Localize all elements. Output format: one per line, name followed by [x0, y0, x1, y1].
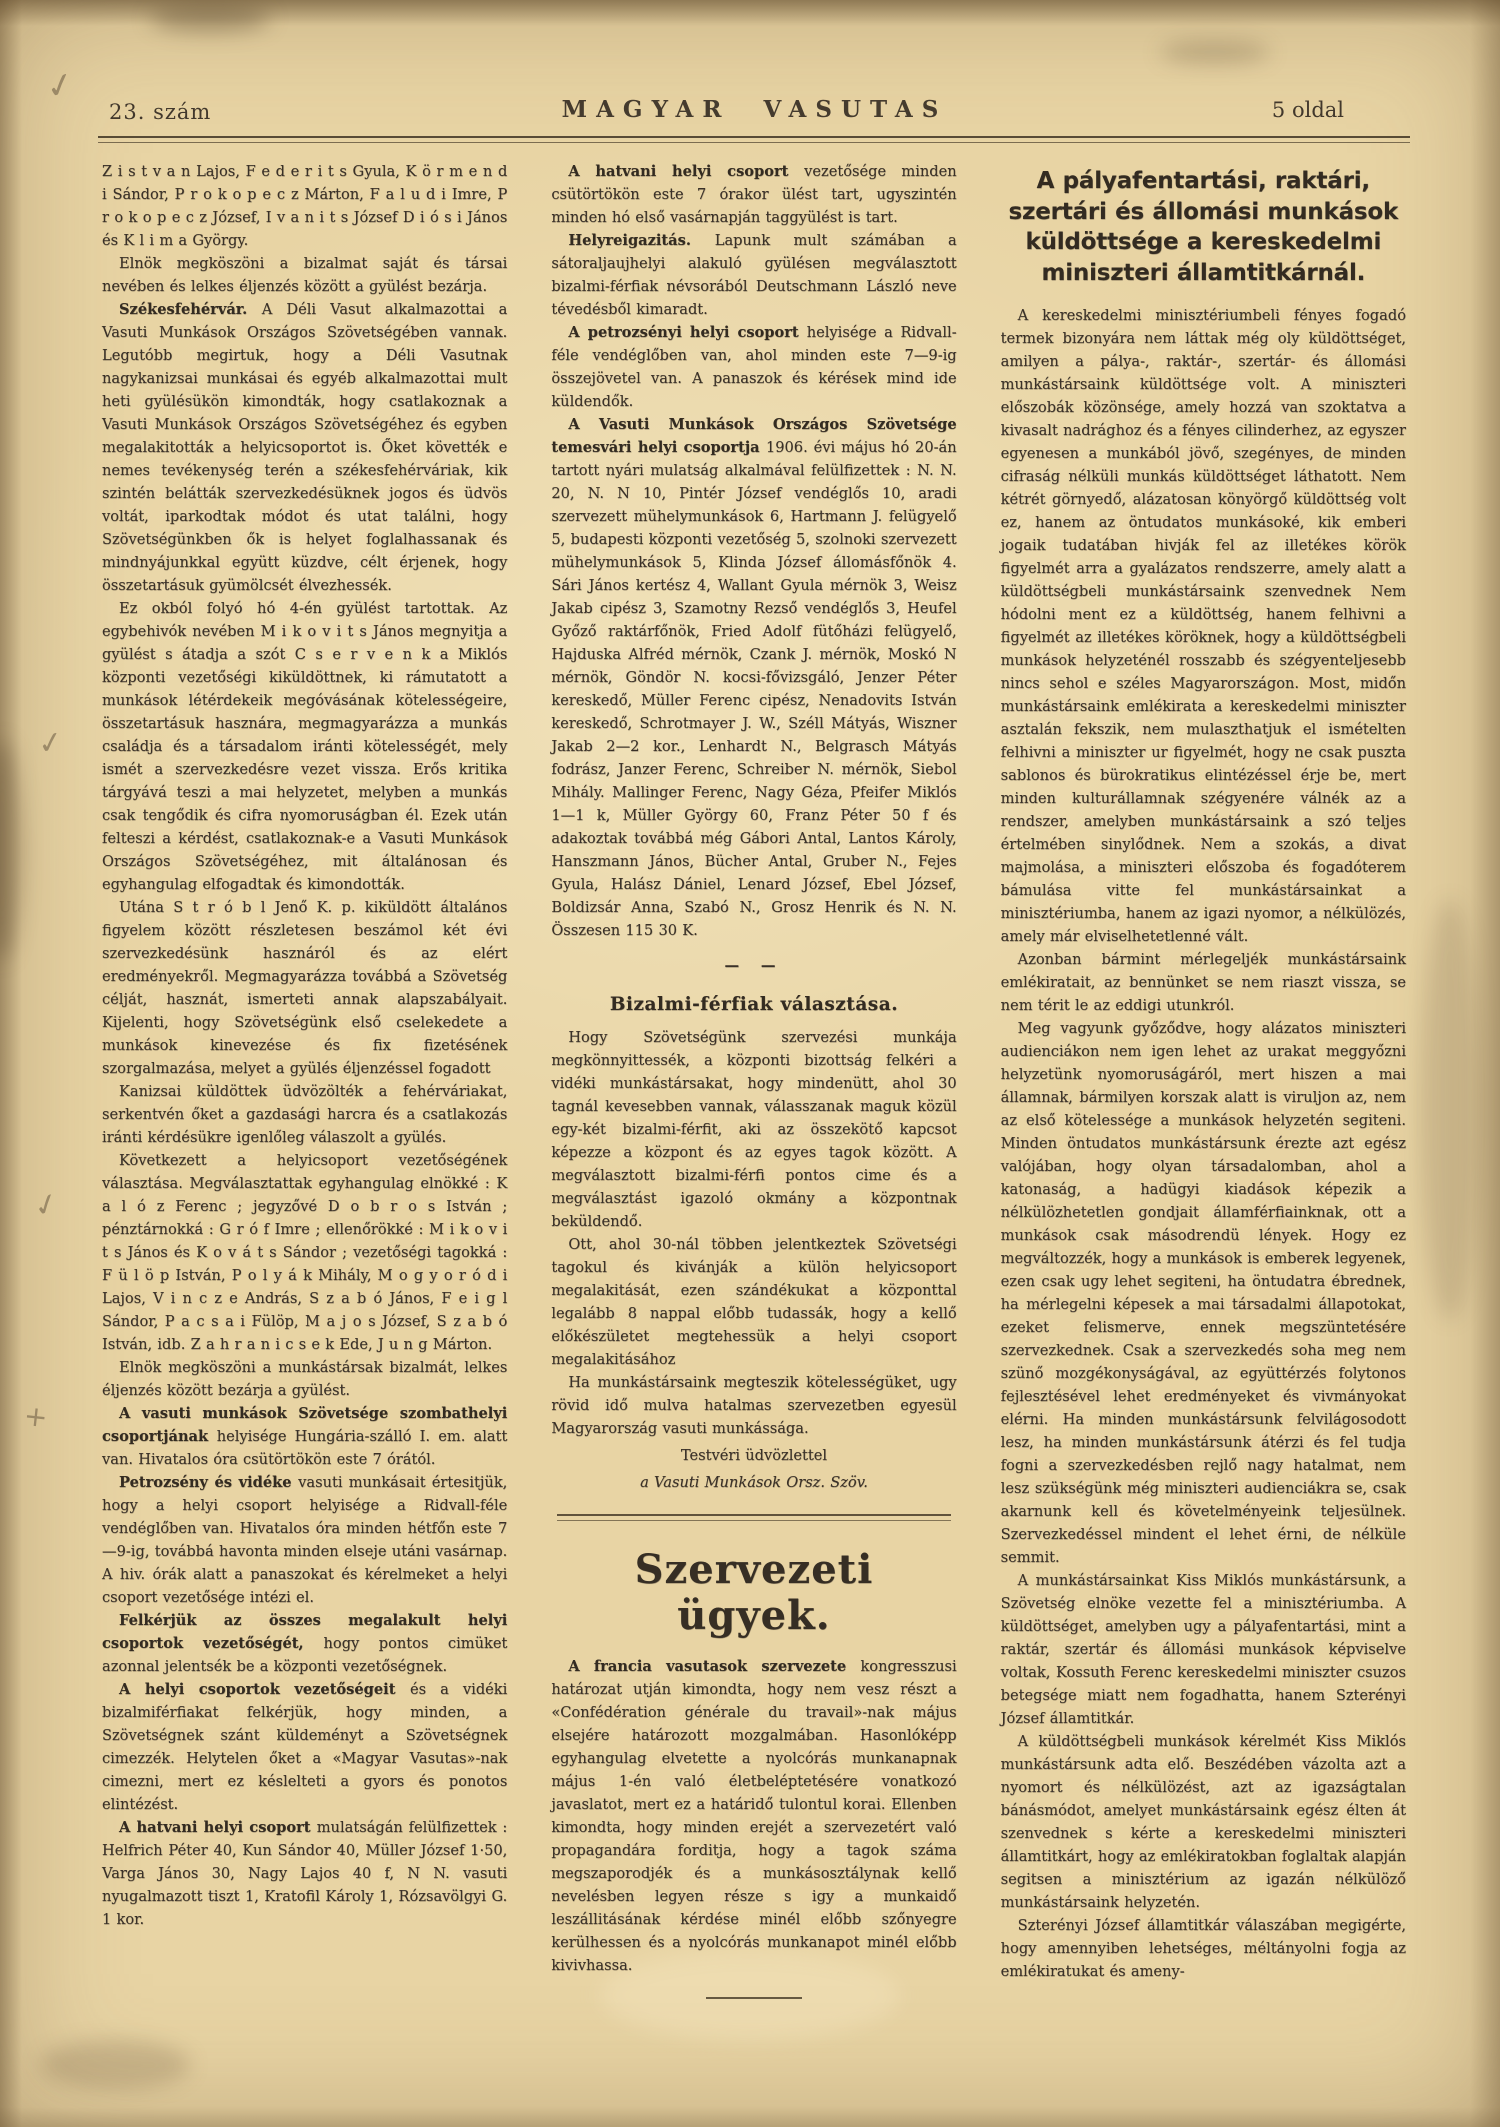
paragraph: Elnök megköszöni a bizalmat saját és társai nevében és lelkes éljenzés között a gyülést bezárja. — [102, 255, 508, 295]
paragraph-lead: Petrozsény és vidéke — [119, 1474, 299, 1491]
paragraph: Elnök megköszöni a munkástársak bizalmát, lelkes éljenzés között bezárja a gyülést. — [102, 1359, 508, 1399]
paragraph: Utána S t r ó b l Jenő K. p. kiküldött általános figyelem között részletesen beszámol két évi szervezkedésünk hasznáról és az elért eredményekről. Megmagyarázza továbbá a Szövetség célját, hasznát, ismerteti annak alapszabályait. Kijelenti, hogy Szövetségünk első cselekedete a munkások kinevezése és fix fizetésének szorgalmazása, melyet a gyülés éljenzéssel fogadott — [102, 899, 508, 1077]
paragraph-lead: A vasuti munkások Szövetsége szombathelyi csoportjának — [102, 1405, 508, 1445]
paragraph: Ha munkástársaink megteszik kötelességüket, ugy rövid idő mulva hatalmas szervezetben egyesül Magyarország vasuti munkássága. — [551, 1374, 957, 1437]
article-columns — [102, 160, 1406, 2067]
paper-stain — [150, 6, 270, 32]
page-header — [105, 94, 1404, 128]
paragraph: A Vasuti Munkások Országos Szövetsége temesvári helyi csoportja 1906. évi május hó 20-án tartott nyári mulatság alkalmával felülfizettek : N. N. 20, N. N 10, Pintér József vendéglős 10, aradi szervezett mühelymunkások 6, Hartmann J. felügyelő 5, budapesti központi vezetőség 5, szolnoki szervezett mühelymunkások 5, Klinda József állomásfőnök 4. Sári János kertész 4, Wallant Gyula mérnök 3, Weisz Jakab cipész 3, Szamotny Rezső vendéglős 3, Heufel Győző raktárfőnök, Fried Adolf fütőházi felügyelő, Hajduska Alfréd mérnök, Czank J. mérnök, Moskó N mérnök, Göndör N. kocsi-fővizsgáló, Jenzer Péter kereskedő, Müller Ferenc cipész, Nenadovits István kereskedő, Schrotmayer J. W., Széll Mátyás, Wiszner Jakab 2—2 kor., Lenhardt N., Belgrasch Mátyás fodrász, Janzer Ferenc, Schreiber N. mérnök, Siebol Mihály. Mallinger Ferenc, Nagy Géza, Pfeifer Miklós 1—1 k, Müller György 60, Franz Péter 50 f és adakoztak továbbá még Gábori Antal, Lantos Károly, Hanszmann János, Bücher Antal, Gruber N., Fejes Gyula, Halász Dániel, Lenard József, Ebel József, Boldizsár Anna, Szabó N., Grosz Henrik és N. N. Összesen 115 30 K. — [551, 416, 957, 939]
paragraph: Meg vagyunk győződve, hogy alázatos miniszteri audienciákon nem igen lehet az urakat meggyőzni helyzetünk nyomoruságáról, mert hiszen a mai államnak, bármilyen korszak alatt is viruljon az, nem az első kötelessége a munkások helyzetén segiteni. Minden öntudatos munkástársunk érezte azt egész valójában, hogy olyan társadalomban, ahol a katonaság, a hadügyi kiadások képezik a nélkülözhetetlen gondjait államférfiainknak, ott a munkások csak másodrendü lények. Hogy ez megváltozzék, hogy a munkások is emberek legyenek, ezen csak ugy lehet segiteni, ha öntudatra ébrednek, ha mérlegelni képesek a mai társadalmi állapotokat, ezeket felismerve, ennek megszüntetésére szervezkednek. Csak a szervezkedés soha meg nem szünő mozgékonyságával, az együttérzés folytonos fejlesztésével lehet eredményeket és vivmányokat elérni. Ha minden munkástársunk felvilágosodott lesz, ha minden munkástársunk átérzi és fel tudja fogni a szervezkedésben rejlő nagy hatalmat, nem lesz szükségünk még miniszteri audienciákra se, csak akarnunk kell és követelményeink teljesülnek. Szervezkedéssel mindent el lehet érni, de nélküle semmit. — [1000, 1020, 1406, 1566]
paragraph: Szterényi József államtitkár válaszában megigérte, hogy amennyiben lehetséges, méltányolni fogja az emlékiratukat és ameny- — [1000, 1917, 1406, 1980]
header-rule — [98, 136, 1410, 143]
paragraph: A küldöttségbeli munkások kérelmét Kiss Miklós munkástársunk adta elő. Beszédében vázolta azt a nyomort és nélkülözést, azt az igazságtalan bánásmódot, amelyet munkástársaink egész élten át szenvednek s kérte a kereskedelmi miniszteri államtitkárt, hogy az emlékiratokban foglaltak alapján segitsen a minisztérium az igazán nélkülöző munkástársaink helyzetén. — [1000, 1733, 1406, 1911]
paragraph: A vasuti munkások Szövetsége szombathelyi csoportjának helyisége Hungária-szálló I. em. alatt van. Hivatalos óra csütörtökön este 7 órától. — [102, 1405, 508, 1468]
paragraph-lead: A helyi csoportok vezetőségeit — [119, 1681, 410, 1698]
paragraph: Kanizsai küldöttek üdvözölték a fehérváriakat, serkentvén őket a gazdasági harcra és a csatlakozás iránti kérdésükre igenlőleg válaszolt a gyülés. — [102, 1083, 508, 1146]
paragraph: A hatvani helyi csoport vezetősége minden csütörtökön este 7 órakor ülést tart, ugyszintén minden hó első vasárnapján taggyülést is tart. — [551, 163, 957, 226]
masthead-title: MAGYAR VASUTAS — [561, 96, 948, 123]
pencil-mark: ✓ — [35, 724, 66, 763]
paragraph: Z i s t v a n Lajos, F e d e r i t s Gyula, K ö r m e n d i Sándor, P r o k o p e c z Márton, F a l u d i Imre, P r o k o p e c z József, I v a n i t s József D i ó s i János és K l i m a György. — [102, 163, 508, 249]
paragraph-lead: Helyreigazitás. — [568, 232, 715, 249]
paragraph: A hatvani helyi csoport mulatságán felülfizettek : Helfrich Péter 40, Kun Sándor 40, Müller József 1·50, Varga János 30, Nagy Lajos 40 f, N N. vasuti nyugalmazott tiszt 1, Kratofil Károly 1, Rózsavölgyi G. 1 kor. — [102, 1819, 508, 1928]
paragraph: Felkérjük az összes megalakult helyi csoportok vezetőségét, hogy pontos cimüket azonnal jelentsék be a központi vezetőségnek. — [102, 1612, 508, 1675]
paper-stain — [1160, 40, 1270, 64]
paragraph: Következett a helyicsoport vezetőségének választása. Megválasztattak egyhangulag elnökké : K a l ó z Ferenc ; jegyzővé D o b r o s István ; pénztárnokká : G r ó f Imre ; ellenőrökké : M i k o v i t s János és K o v á t s Sándor ; vezetőségi tagokká : F ü l ö p István, P o l y á k Mihály, M o g y o r ó d i Lajos, V i n c z e András, S z a b ó János, F e i g l Sándor, P a c s a i Fülöp, M a j o s József, S z a b ó István, idb. Z a h r a n i c s e k Ede, J u n g Márton. — [102, 1152, 508, 1353]
paragraph: Petrozsény és vidéke vasuti munkásait értesitjük, hogy a helyi csoport helyisége a Ridvall-féle vendéglőben van. Hivatalos óra minden hétfőn este 7—9-ig, továbbá havonta minden elseje utáni vasárnap. A hiv. órák alatt a panaszokat és kérelmeket a helyi csoport vezetősége intézi el. — [102, 1474, 508, 1606]
paragraph-lead: A hatvani helyi csoport — [568, 163, 805, 180]
column-left — [102, 160, 507, 2067]
section-heading: Bizalmi-férfiak választása. — [609, 994, 899, 1015]
paragraph: Ez okból folyó hó 4-én gyülést tartottak. Az egybehivók nevében M i k o v i t s János megnyitja a gyülést s átadja a szót C s e r v e n k a Miklós központi vezetőségi kiküldöttnek, ki rámutatott a munkások létérdekeik megóvásának kötelességeire, összetartásuk hasznára, megmagyarázza a munkás családja és a társadalom iránti kötelességét, mely ismét a szervezkedésre vezet vissza. Erős kritika tárgyává teszi a mai helyzetet, melyben a munkás csak tengődik és cifra nyomoruságban él. Ezek után felteszi a kérdést, csatlakoznak-e a Vasuti Munkások Országos Szövetségéhez, mit általánosan és egyhangulag elfogadtak és kimondották. — [102, 600, 508, 893]
paragraph: Azonban bármint mérlegeljék munkástársaink emlékiratait, az bennünket se nem riaszt vissza, se nem térit le az eddigi utunkról. — [1000, 951, 1406, 1014]
paragraph: A petrozsényi helyi csoport helyisége a Ridvall-féle vendéglőben van, ahol minden este 7—9-ig összejövetel van. A panaszok és kérések mind ide küldendők. — [551, 324, 957, 410]
pencil-mark: ✓ — [29, 1184, 64, 1227]
paragraph-lead: A Vasuti Munkások Országos Szövetsége temesvári helyi csoportja — [551, 416, 957, 456]
pencil-mark: + — [22, 1398, 50, 1435]
paper-stain — [1420, 900, 1480, 1320]
paragraph: A munkástársainkat Kiss Miklós munkástársunk, a Szövetség elnöke vezette fel a minisztériumba. A küldöttséget, amelyben ugy a pályafentartási, mint a raktár, szertár és állomási munkások képviselve voltak, Kossuth Ferenc kereskedelmi miniszter csuzos betegsége miatt nem fogadhatta, hanem Szterényi József államtitkár. — [1000, 1572, 1406, 1727]
page-number: 5 oldal — [1271, 98, 1344, 122]
dash-divider: — — — [724, 957, 784, 974]
paragraph-lead: Felkérjük az összes megalakult helyi csoportok vezetőségét, — [102, 1612, 508, 1652]
pencil-mark: ✓ — [41, 63, 79, 109]
paragraph: Ott, ahol 30-nál többen jelentkeztek Szövetségi tagokul és kivánják a külön helyicsoport megalakitását, ezen szándékukat a központtal legalább 8 nappal előbb tudassák, hogy a kellő előkészületet megtehessük a helyi csoport megalakitásához — [551, 1236, 957, 1368]
signature-line: Testvéri üdvözlettel — [680, 1447, 828, 1464]
signature-line: a Vasuti Munkások Orsz. Szöv. — [640, 1474, 868, 1491]
paragraph: Székesfehérvár. A Déli Vasut alkalmazottai a Vasuti Munkások Országos Szövetségében vannak. Legutóbb megirtuk, hogy a Déli Vasutnak nagykanizsai munkásai és egyéb alkalmazottai mult heti gyülésükön kimondták, hogy csatlakoznak a Vasuti Munkások Országos Szövetségéhez és egyben megalakitották a helyicsoportot is. Őket követték e nemes tevékenység terén a székesfehérváriak, kik szintén belátták szervezkedésüknek jogos és üdvös voltát, iparkodtak módot és utat találni, hogy Szövetségünkben ők is helyet foglalhassanak és mindnyájunkkal együtt küzdve, célt érjenek, hogy összetartásuk gyümölcsét élvezhessék. — [102, 301, 508, 594]
short-rule-divider — [706, 1997, 802, 1999]
issue-number: 23. szám — [109, 100, 212, 124]
paragraph-lead: A hatvani helyi csoport — [119, 1819, 317, 1836]
paragraph: A kereskedelmi minisztériumbeli fényes fogadó termek bizonyára nem láttak még oly küldöttséget, amilyen a pálya-, raktár-, szertár- és állomási munkástársaink küldöttsége volt. A miniszteri előszobák közönsége, amely hozzá van szoktatva a kivasalt nadrághoz és a fényes cilinderhez, az egyszer egyenesen a munkából jövő, szegényes, de minden cifraság nélküli munkás küldöttséget láthatott. Nem kétrét görnyedő, alázatosan könyörgő küldöttség volt ez, hanem az öntudatos munkásoké, kik emberi jogaik tudatában hivják fel az illetékes körök figyelmét arra a gyalázatos rendszerre, amely alatt a küldöttségbeli munkástársaink szenvednek Nem hódolni ment ez a küldöttség, hanem felhivni a figyelmét az illetékes köröknek, hogy a küldöttségbeli munkások helyzeténél rosszabb és szégyenteljesebb nincs sehol e széles Magyarországon. Most, midőn munkástársaink emlékirata a kereskedelmi miniszter asztalán fekszik, nem mulaszthatjuk el ismételten felhivni a miniszter ur figyelmét, hogy ne csak puszta sablonos és bürokratikus elintézéssel érje be, mert minden kulturállamnak szégyenére válnék az a rendszer, amelyben munkástársaink a szó teljes értelmében sinylődnek. Nem a szokás, a divat majmolása, a miniszteri előszoba és fogadóterem bámulása vitte fel munkástársainkat a minisztériumba, hanem az igazi nyomor, a nélkülözés, amely már elviselhetetlenné vált. — [1000, 307, 1406, 945]
column-right — [1001, 160, 1406, 2067]
display-heading: Szervezeti ügyek. — [634, 1546, 874, 1639]
paragraph: Hogy Szövetségünk szervezési munkája megkönnyittessék, a központi bizottság felkéri a vidéki munkástársakat, hogy mindenütt, ahol 30 tagnál kevesebben vannak, válasszanak maguk közül egy-két bizalmi-férfit, aki az összekötő kapcsot képezze a központ és az egyes tagok között. A megválasztott bizalmi-férfi pontos cime és a megválasztást igazoló okmány a központnak beküldendő. — [551, 1029, 957, 1230]
paragraph-lead: A francia vasutasok szervezete — [568, 1658, 861, 1675]
paragraph: A helyi csoportok vezetőségeit és a vidéki bizalmiférfiakat felkérjük, hogy minden, a Szövetségnek szánt küldeményt a Szövetségnek cimezzék. Helytelen őket a «Magyar Vasutas»-nak cimezni, mert ez késlelteti a gyors és ponotos elintézést. — [102, 1681, 508, 1813]
paragraph: Helyreigazitás. Lapunk mult számában a sátoraljaujhelyi alakuló gyülésen megválasztott bizalmi-férfiak névsorából Deutschmann László neve tévedésből kimaradt. — [551, 232, 957, 318]
paragraph: A francia vasutasok szervezete kongresszusi határozat utján kimondta, hogy nem vesz részt a «Confédération générale du travail»-nak május elsejére határozott mozgalmában. Hasonlóképp egyhangulag elvetette a nyolcórás munkanapnak május 1-én való életbeléptetésére vonatkozó javaslatot, mert ez a határidő tulontul korai. Ellenben kimondta, hogy minden erejét a szervezetért való propagandára forditja, hogy a tagok száma megszaporodjék és a munkásosztálynak kellő nevelésben legyen része s igy a munkaidő leszállitásának kérdése minél előbb szőnyegre kerülhessen és a nyolcórás munkanapot minél előbb kivivhassa. — [551, 1658, 957, 1974]
paragraph-lead: Székesfehérvár. — [119, 301, 262, 318]
article-headline: A pályafentartási, raktári, szertári és állomási munkások küldöttsége a kereskedelmi miniszteri államtitkárnál. — [1008, 168, 1399, 286]
double-rule-divider — [557, 1514, 950, 1521]
column-middle — [551, 160, 956, 2067]
paragraph-lead: A petrozsényi helyi csoport — [568, 324, 807, 341]
paper-stain — [0, 740, 22, 960]
